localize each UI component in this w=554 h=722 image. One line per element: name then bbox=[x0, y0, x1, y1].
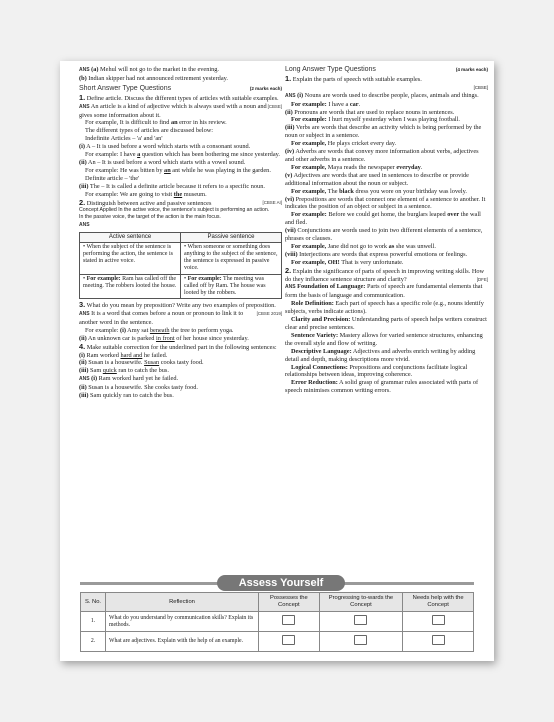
cell-text: The meeting was called off by Ram. The house was looted by the robbers. bbox=[184, 275, 266, 296]
item-label: (iii) bbox=[79, 367, 89, 375]
parts-of-speech-list bbox=[285, 92, 488, 267]
example-text: hurt myself yesterday when I was playing football. bbox=[330, 116, 460, 124]
question-text: Explain the parts of speech with suitable examples. bbox=[291, 75, 422, 83]
item-text: Nouns are words used to describe people, places, animals and things. bbox=[303, 91, 479, 99]
ans-label: ANS bbox=[79, 67, 90, 73]
table-header: Possesses the Concept bbox=[259, 593, 320, 612]
item-label: (v) bbox=[285, 171, 293, 179]
cell bbox=[403, 612, 474, 632]
example-label: For example, bbox=[291, 242, 328, 250]
answer-text: Definite article – 'the' bbox=[85, 174, 140, 182]
question-number: 2. bbox=[285, 265, 292, 275]
book-page bbox=[60, 61, 494, 661]
answer-text: Indian skipper had not announced retirement yesterday. bbox=[86, 74, 228, 82]
answer-text: An – It is used before a word which starts with a vowel sound. bbox=[86, 158, 246, 166]
question-number: 3. bbox=[79, 300, 86, 310]
example-text: I bbox=[328, 116, 331, 124]
item-label: (iii) bbox=[79, 182, 89, 190]
table-header: Needs help with the Concept bbox=[403, 593, 474, 612]
example-line bbox=[285, 259, 488, 267]
item-label: (ii) bbox=[79, 359, 87, 367]
checkbox-needs-help[interactable] bbox=[432, 615, 445, 625]
answer-text: For example, It is difficult to find bbox=[85, 119, 171, 127]
point-title: Logical Connections: bbox=[291, 363, 348, 371]
point-title: Sentence Variety: bbox=[291, 331, 339, 339]
example-label: For example, bbox=[291, 187, 328, 195]
table-header: Passive sentence bbox=[181, 232, 282, 242]
item-label: (vii) bbox=[285, 227, 296, 235]
list-item bbox=[285, 196, 488, 212]
example-label: For example, bbox=[291, 140, 328, 148]
item-label: (ii) bbox=[79, 384, 87, 392]
example-text: Maya reads the newspaper bbox=[327, 163, 397, 171]
point-title: Foundation of Language: bbox=[295, 283, 366, 291]
cell bbox=[403, 632, 474, 652]
table-row bbox=[80, 242, 282, 274]
answer-text: museum. bbox=[182, 190, 207, 198]
checkbox-possesses[interactable] bbox=[282, 615, 295, 625]
answer-underline: in front bbox=[155, 334, 175, 342]
answer-text: Sam quickly ran to catch the bus. bbox=[88, 392, 174, 400]
example-text: Jane did not go to work bbox=[327, 242, 389, 250]
example-line bbox=[285, 211, 488, 227]
example-line bbox=[285, 188, 488, 196]
item-label: (a) bbox=[91, 66, 99, 73]
item-label: (viii) bbox=[285, 250, 298, 258]
answer-text: A – It is used before a word which starts with a consonant sound. bbox=[84, 143, 251, 151]
point-title: Descriptive Language: bbox=[291, 347, 352, 355]
example-text: . bbox=[358, 100, 361, 108]
answer-text: The different types of articles are discussed below: bbox=[85, 127, 214, 135]
cell bbox=[319, 612, 403, 632]
answer-text: For example: bbox=[85, 326, 120, 334]
example-line bbox=[285, 140, 488, 148]
cell-text: When someone or something does anything to the subject of the sentence, the sentence is expressed in passive voice. bbox=[184, 243, 278, 272]
source-tag: [CBSE AI] bbox=[262, 199, 282, 205]
significance-item bbox=[285, 283, 488, 300]
item-text: Sam bbox=[88, 367, 103, 375]
item-label: (iii) bbox=[79, 392, 89, 400]
ans-label: ANS bbox=[79, 376, 90, 383]
list-item bbox=[285, 109, 488, 117]
cell-bold: For example: bbox=[86, 275, 121, 282]
point-text: Adjectives and adverbs enrich writing by adding detail and depth, making descriptions more vivid. bbox=[285, 347, 476, 363]
section-title: Short Answer Type Questions bbox=[79, 84, 172, 92]
table-header: S. No. bbox=[81, 593, 106, 612]
question-text: Define article. Discuss the different types of articles with suitable examples. bbox=[85, 94, 279, 102]
list-item bbox=[285, 124, 488, 140]
answer-underline: beneath bbox=[149, 326, 170, 334]
significance-item bbox=[285, 300, 488, 316]
example-text: dress you wore on your birthday was lovely. bbox=[353, 187, 467, 195]
section-marks: (2 marks each) bbox=[249, 85, 282, 91]
answer-bold: the bbox=[173, 190, 183, 198]
significance-item bbox=[285, 332, 488, 348]
assess-table bbox=[80, 592, 474, 652]
item-text: he failed. bbox=[142, 351, 168, 359]
question-number: 4. bbox=[79, 341, 86, 351]
cell-text: Ram has called off the meeting. The robbers looted the house. bbox=[83, 275, 177, 289]
example-bold: black bbox=[339, 187, 354, 195]
row-number: 1. bbox=[81, 612, 106, 632]
point-text: Understanding parts of speech helps writers construct clear and precise sentences. bbox=[285, 316, 487, 331]
reflection-text: What are adjectives. Explain with the help of an example. bbox=[106, 632, 259, 652]
example-bold: over bbox=[447, 211, 460, 219]
table-cell: • When someone or something does anything to the subject of the sentence, the sentence is expressed in passive voice. bbox=[181, 242, 282, 274]
item-label: (ii) bbox=[79, 334, 87, 342]
item-text: Adverbs are words that convey more information about verbs, adjectives and other adverbs in a sentence. bbox=[285, 148, 479, 163]
answer-text: Susan is a housewife. She cooks tasty food. bbox=[86, 384, 198, 392]
example-text: Before we could get home, the burglars leaped bbox=[328, 211, 448, 219]
point-text: Parts of speech are fundamental elements that form the basis of language and communication. bbox=[285, 283, 483, 300]
section-marks: (4 marks each) bbox=[455, 67, 488, 72]
example-label: For example: bbox=[291, 211, 329, 219]
table-cell: • For example: Ram has called off the meeting. The robbers looted the house. bbox=[80, 274, 181, 299]
left-column bbox=[79, 66, 282, 400]
ans-label: ANS bbox=[285, 92, 296, 99]
question-number: 2. bbox=[79, 197, 86, 207]
reflection-text: What do you understand by communication skills? Explain its methods. bbox=[106, 612, 259, 632]
list-item bbox=[285, 227, 488, 243]
table-header: Reflection bbox=[106, 593, 259, 612]
table-header: Active sentence bbox=[80, 232, 181, 242]
item-text: cooks tasty food. bbox=[159, 359, 204, 367]
example-text: The bbox=[327, 187, 340, 195]
significance-item bbox=[285, 379, 488, 395]
answer-text: For example: We are going to visit bbox=[85, 190, 174, 198]
answer-text: ant while he was playing in the garden. bbox=[170, 166, 271, 174]
question-number: 1. bbox=[79, 92, 86, 102]
answer-text: For example: He was bitten by bbox=[85, 166, 165, 174]
item-text: ran to catch the bus. bbox=[116, 367, 169, 375]
answer-text: An unknown car is parked bbox=[86, 334, 156, 342]
answer-text: For example: I have bbox=[85, 151, 138, 159]
short-answer-heading bbox=[79, 85, 282, 93]
example-text: He plays cricket every day. bbox=[327, 140, 397, 148]
answer-bold: an bbox=[164, 166, 171, 174]
example-label: For example: bbox=[291, 116, 329, 124]
cell-bold: For example: bbox=[187, 275, 222, 282]
checkbox-progressing[interactable] bbox=[354, 635, 367, 645]
checkbox-needs-help[interactable] bbox=[432, 635, 445, 645]
cell-text: When the subject of the sentence is performing the action, the sentence is stated in active voice. bbox=[83, 243, 173, 265]
question-number: 1. bbox=[285, 73, 292, 83]
point-text: A solid grasp of grammar rules associated with parts of speech minimises common writing errors. bbox=[285, 379, 479, 395]
item-text: Pronouns are words that are used to replace nouns in sentences. bbox=[292, 108, 455, 116]
cell bbox=[319, 632, 403, 652]
item-text: Verbs are words that describe an activity which is being performed by the noun or subject in a sentence. bbox=[285, 124, 482, 140]
significance-list bbox=[285, 283, 488, 395]
table-cell: • For example: The meeting was called off by Ram. The house was looted by the robbers. bbox=[181, 274, 282, 299]
significance-item bbox=[285, 348, 488, 364]
item-label: (i) bbox=[79, 143, 85, 151]
source-tag: [CBSE 2019] bbox=[256, 311, 282, 317]
checkbox-possesses[interactable] bbox=[282, 635, 295, 645]
source-tag: [DFE] bbox=[476, 276, 488, 282]
active-passive-table bbox=[79, 232, 282, 300]
point-text: Prepositions and conjunctions facilitate logical relationships between ideas, improving coherence. bbox=[285, 363, 468, 379]
concept-label: Concept Applied bbox=[79, 207, 117, 214]
answer-bold: an bbox=[170, 119, 178, 127]
item-underline: quick bbox=[102, 367, 117, 375]
significance-item bbox=[285, 364, 488, 380]
table-header: Progressing to-wards the Concept bbox=[319, 593, 403, 612]
example-line bbox=[285, 116, 488, 124]
long-answer-heading bbox=[285, 66, 488, 74]
point-title: Role Definition: bbox=[291, 300, 334, 308]
question-text: Distinguish between active and passive sentences bbox=[85, 199, 212, 207]
answer-text: Mehul will not go to the market in the evening. bbox=[98, 66, 219, 73]
item-label: (b) bbox=[79, 74, 87, 82]
list-item bbox=[285, 172, 488, 188]
answer-text: question which has been bothering me since yesterday. bbox=[140, 151, 280, 159]
example-label: For example: bbox=[291, 100, 329, 108]
answer-text: the tree to perform yoga. bbox=[169, 326, 234, 334]
table-row bbox=[80, 274, 282, 299]
list-item bbox=[285, 148, 488, 164]
section-title: Long Answer Type Questions bbox=[285, 66, 376, 73]
ans-label: ANS bbox=[79, 221, 90, 228]
row-number: 2. bbox=[81, 632, 106, 652]
answer-text: Indefinite Articles – 'a' and 'an' bbox=[85, 135, 163, 143]
item-text: Ram worked bbox=[84, 351, 121, 359]
concept-text: In the passive voice, the target of the action is the main focus. bbox=[79, 214, 221, 220]
example-bold: car bbox=[349, 100, 359, 108]
answer-text: Amy sat bbox=[125, 326, 150, 334]
point-text: Each part of speech has a specific role (e.g., nouns identify subjects, verbs indicate actions). bbox=[285, 300, 484, 316]
item-label: (iii) bbox=[285, 124, 295, 132]
example-line bbox=[285, 101, 488, 109]
example-label: For example, OH! bbox=[291, 258, 342, 266]
answer-text: error in his review. bbox=[177, 119, 227, 127]
point-title: Clarity and Precision: bbox=[291, 316, 351, 324]
source-tag: [CBSE] bbox=[473, 84, 488, 90]
example-bold: everyday bbox=[396, 163, 421, 171]
item-label: (iv) bbox=[285, 148, 295, 156]
answer-text: It is a word that comes before a noun or pronoun to link it to another word in the sentence. bbox=[79, 310, 244, 326]
table-row bbox=[81, 632, 474, 652]
checkbox-progressing[interactable] bbox=[354, 615, 367, 625]
assess-title: Assess Yourself bbox=[217, 575, 345, 591]
point-text: Mastery allows for varied sentence structures, enhancing the overall style and flow of writing. bbox=[285, 331, 483, 347]
item-underline: hard and bbox=[120, 351, 143, 359]
item-text: Interjections are words that express powerful emotions or feelings. bbox=[297, 250, 468, 258]
table-cell: • When the subject of the sentence is performing the action, the sentence is stated in active voice. bbox=[80, 242, 181, 274]
source-tag: [CBSE] bbox=[267, 103, 282, 109]
item-label: (i) bbox=[119, 326, 126, 334]
item-label: (ii) bbox=[285, 108, 293, 116]
example-line bbox=[285, 243, 488, 251]
item-label: (i) bbox=[91, 375, 98, 383]
ans-label: ANS bbox=[79, 311, 90, 318]
example-text: That is very unfortunate. bbox=[341, 258, 404, 266]
example-bold: as bbox=[388, 242, 395, 250]
answer-bold: a bbox=[137, 151, 141, 159]
cell bbox=[259, 612, 320, 632]
point-title: Error Reduction: bbox=[291, 379, 338, 387]
item-text: Adjectives are words that are used in sentences to describe or provide additional information about the noun or subject. bbox=[285, 171, 469, 187]
item-underline: Susan bbox=[144, 359, 160, 367]
answer-text: An article is a kind of adjective which is always used with a noun and gives some information about it. bbox=[79, 102, 267, 119]
answer-text: Ram worked hard yet he failed. bbox=[97, 375, 179, 383]
item-label: (ii) bbox=[79, 158, 87, 166]
question-text: What do you mean by preposition? Write any two examples of preposition. bbox=[85, 302, 276, 310]
item-text: Susan is a housewife. bbox=[86, 359, 145, 367]
table-row bbox=[81, 612, 474, 632]
significance-item bbox=[285, 316, 488, 332]
ans-label: ANS bbox=[79, 103, 90, 110]
question-text: Make suitable correction for the underlined part in the following sentences: bbox=[85, 343, 277, 351]
example-text: I have a bbox=[328, 100, 350, 108]
item-text: Prepositions are words that connect one element of a sentence to another. It indicates the position of an object or subject in a sentence. bbox=[285, 195, 486, 211]
list-item bbox=[285, 92, 488, 101]
ans-label: ANS bbox=[285, 284, 296, 291]
question-text: Explain the significance of parts of speech in improving writing skills. How do they influence sentence structure and clarity? bbox=[285, 267, 485, 283]
list-item bbox=[285, 251, 488, 259]
example-label: For example, bbox=[291, 163, 328, 171]
example-text: she was unwell. bbox=[394, 242, 436, 250]
item-text: Conjunctions are words used to join two different elements of a sentence, phrases or clauses. bbox=[285, 227, 483, 243]
answer-text: of her house since yesterday. bbox=[174, 334, 249, 342]
assess-banner bbox=[80, 575, 474, 591]
concept-text: In the active voice, the sentence's subject is performing an action. bbox=[116, 207, 270, 214]
right-column bbox=[285, 66, 488, 395]
cell bbox=[259, 632, 320, 652]
example-text: the wall and fled. bbox=[285, 211, 481, 227]
answer-text: The – It is called a definite article because it refers to a specific noun. bbox=[88, 182, 265, 190]
item-label: (i) bbox=[79, 351, 85, 359]
item-label: (vi) bbox=[285, 195, 295, 203]
example-text: . bbox=[420, 163, 423, 171]
example-line bbox=[285, 164, 488, 172]
item-label: (i) bbox=[297, 91, 304, 99]
